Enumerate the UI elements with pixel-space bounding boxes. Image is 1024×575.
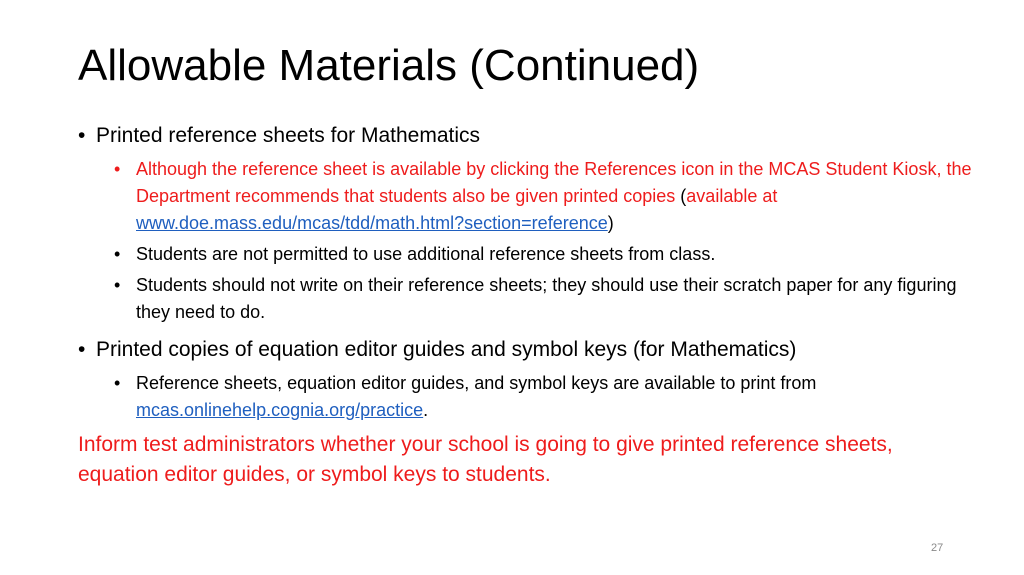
bullet-icon: • [114, 373, 121, 393]
bullet-text: Printed copies of equation editor guides and symbol keys (for Mathematics) [96, 338, 797, 361]
sub-bullet-no-writing [78, 272, 978, 326]
bullet-icon: • [78, 124, 86, 147]
cognia-practice-link[interactable]: mcas.onlinehelp.cognia.org/practice [136, 400, 424, 420]
paren-close: ) [607, 213, 614, 233]
reference-sheet-link[interactable]: www.doe.mass.edu/mcas/tdd/math.html?section=reference [136, 213, 608, 233]
bullet-item-equation-editor-guides [78, 336, 978, 364]
sub-bullet-print-availability [78, 370, 978, 424]
page-number: 27 [931, 542, 944, 554]
sub-bullet-text-after: . [423, 400, 429, 420]
bullet-item-reference-sheets [78, 122, 978, 150]
sub-bullet-text: Students should not write on their reference sheets; they should use their scratch paper for any figuring they need to do. [136, 275, 957, 322]
sub-bullet-text: Reference sheets, equation editor guides, and symbol keys are available to print from [136, 373, 817, 393]
paren-open: ( [675, 186, 687, 206]
sub-bullet-kiosk-note [78, 156, 978, 237]
bullet-icon: • [114, 244, 121, 264]
bullet-icon: • [114, 159, 121, 179]
sub-bullet-red-text: Although the reference sheet is available by clicking the References icon in the MCAS Student Kiosk, the Department recommends that students also be given printed copies [136, 159, 972, 206]
bullet-text: Printed reference sheets for Mathematics [96, 124, 481, 147]
sub-bullet-red-text-2: available at [686, 186, 778, 206]
slide-title: Allowable Materials (Continued) [78, 41, 700, 90]
sub-bullet-no-additional-sheets [78, 241, 978, 268]
bullet-icon: • [78, 338, 86, 361]
inform-administrators-note: Inform test administrators whether your school is going to give printed reference sheets, equation editor guides, or symbol keys to students. [78, 433, 893, 486]
sub-bullet-text: Students are not permitted to use additional reference sheets from class. [136, 244, 716, 264]
bullet-icon: • [114, 275, 121, 295]
slide-body [78, 122, 978, 490]
